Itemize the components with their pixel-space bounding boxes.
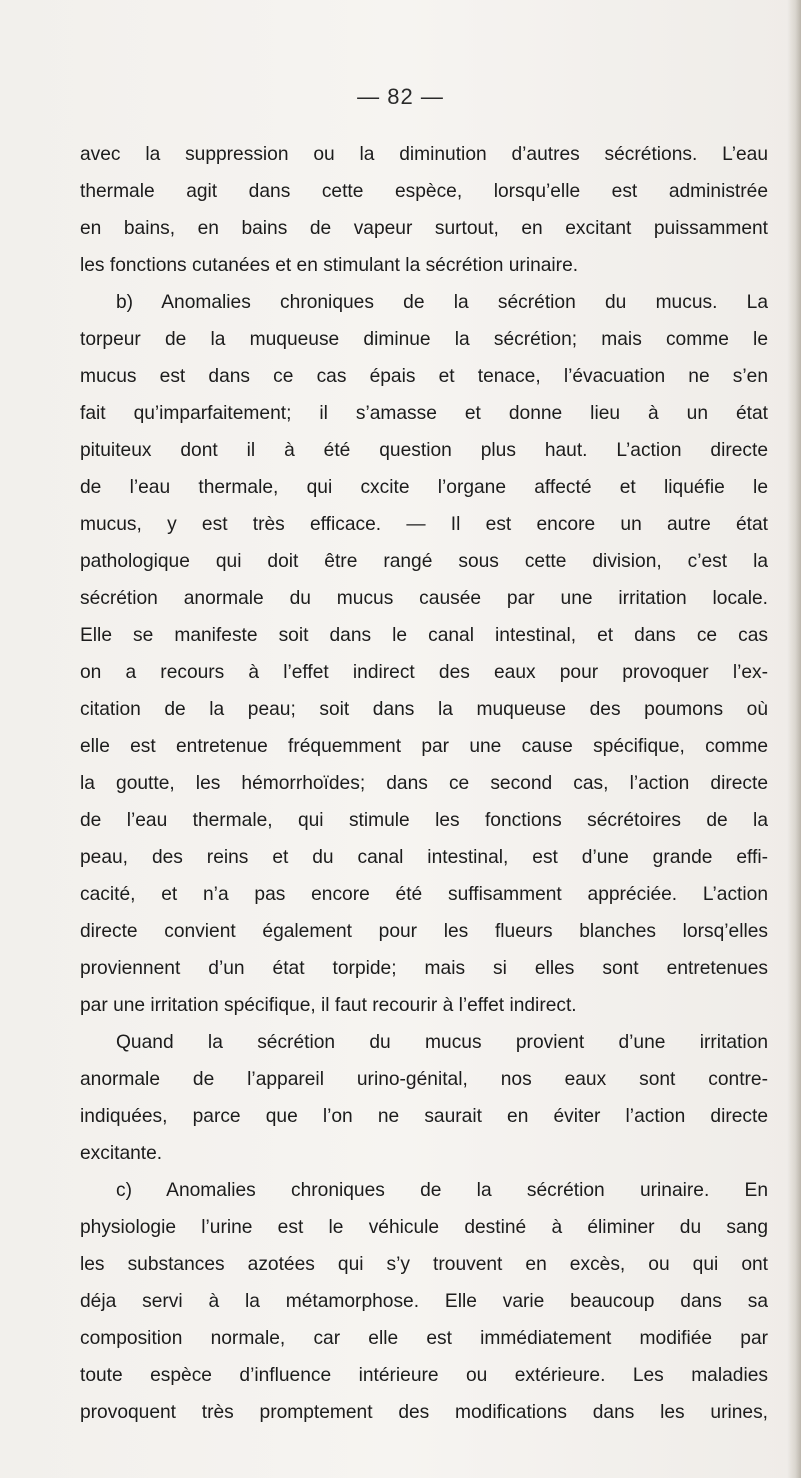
text-line: Quand la sécrétion du mucus provient d’une irritation <box>116 1032 768 1053</box>
text-line: citation de la peau; soit dans la muqueuse des poumons où <box>80 699 768 720</box>
text-line: pathologique qui doit être rangé sous cette division, c’est la <box>80 551 768 572</box>
page-edge-shadow <box>787 0 801 1478</box>
text-line: de l’eau thermale, qui stimule les fonctions sécrétoires de la <box>80 810 768 831</box>
text-line: avec la suppression ou la diminution d’autres sécrétions. L’eau <box>80 144 768 165</box>
body-text <box>80 136 768 1431</box>
text-line: mucus, y est très efficace. — Il est encore un autre état <box>80 514 768 535</box>
text-line: les fonctions cutanées et en stimulant la sécrétion urinaire. <box>80 255 579 276</box>
text-line: b) Anomalies chroniques de la sécrétion du mucus. La <box>116 292 768 313</box>
text-line: thermale agit dans cette espèce, lorsqu’elle est administrée <box>80 181 768 202</box>
text-line: indiquées, parce que l’on ne saurait en éviter l’action directe <box>80 1106 768 1127</box>
text-line: directe convient également pour les flueurs blanches lorsq’elles <box>80 921 768 942</box>
text-line: les substances azotées qui s’y trouvent en excès, ou qui ont <box>80 1254 768 1275</box>
text-line: cacité, et n’a pas encore été suffisamment appréciée. L’action <box>80 884 768 905</box>
text-line: de l’eau thermale, qui cxcite l’organe affecté et liquéfie le <box>80 477 768 498</box>
page-number: — 82 — <box>357 84 444 109</box>
text-line: sécrétion anormale du mucus causée par une irritation locale. <box>80 588 768 609</box>
text-line: peau, des reins et du canal intestinal, est d’une grande effi- <box>80 847 768 868</box>
text-line: pituiteux dont il à été question plus haut. L’action directe <box>80 440 768 461</box>
text-line: anormale de l’appareil urino-génital, nos eaux sont contre- <box>80 1069 768 1090</box>
text-line: par une irritation spécifique, il faut recourir à l’effet indirect. <box>80 995 577 1016</box>
text-line: composition normale, car elle est immédiatement modifiée par <box>80 1328 768 1349</box>
text-line: déja servi à la métamorphose. Elle varie beaucoup dans sa <box>80 1291 768 1312</box>
text-line: la goutte, les hémorrhoïdes; dans ce second cas, l’action directe <box>80 773 768 794</box>
text-line: c) Anomalies chroniques de la sécrétion urinaire. En <box>116 1180 768 1201</box>
text-line: elle est entretenue fréquemment par une cause spécifique, comme <box>80 736 768 757</box>
text-line: toute espèce d’influence intérieure ou extérieure. Les maladies <box>80 1365 768 1386</box>
text-line: physiologie l’urine est le véhicule destiné à éliminer du sang <box>80 1217 768 1238</box>
text-line: provoquent très promptement des modifications dans les urines, <box>80 1402 768 1423</box>
text-line: mucus est dans ce cas épais et tenace, l’évacuation ne s’en <box>80 366 768 387</box>
text-line: torpeur de la muqueuse diminue la sécrétion; mais comme le <box>80 329 768 350</box>
text-line: proviennent d’un état torpide; mais si elles sont entretenues <box>80 958 768 979</box>
text-line: on a recours à l’effet indirect des eaux pour provoquer l’ex- <box>80 662 768 683</box>
text-line: fait qu’imparfaitement; il s’amasse et donne lieu à un état <box>80 403 768 424</box>
text-line: excitante. <box>80 1143 163 1164</box>
text-line: Elle se manifeste soit dans le canal intestinal, et dans ce cas <box>80 625 768 646</box>
text-line: en bains, en bains de vapeur surtout, en excitant puissamment <box>80 218 768 239</box>
